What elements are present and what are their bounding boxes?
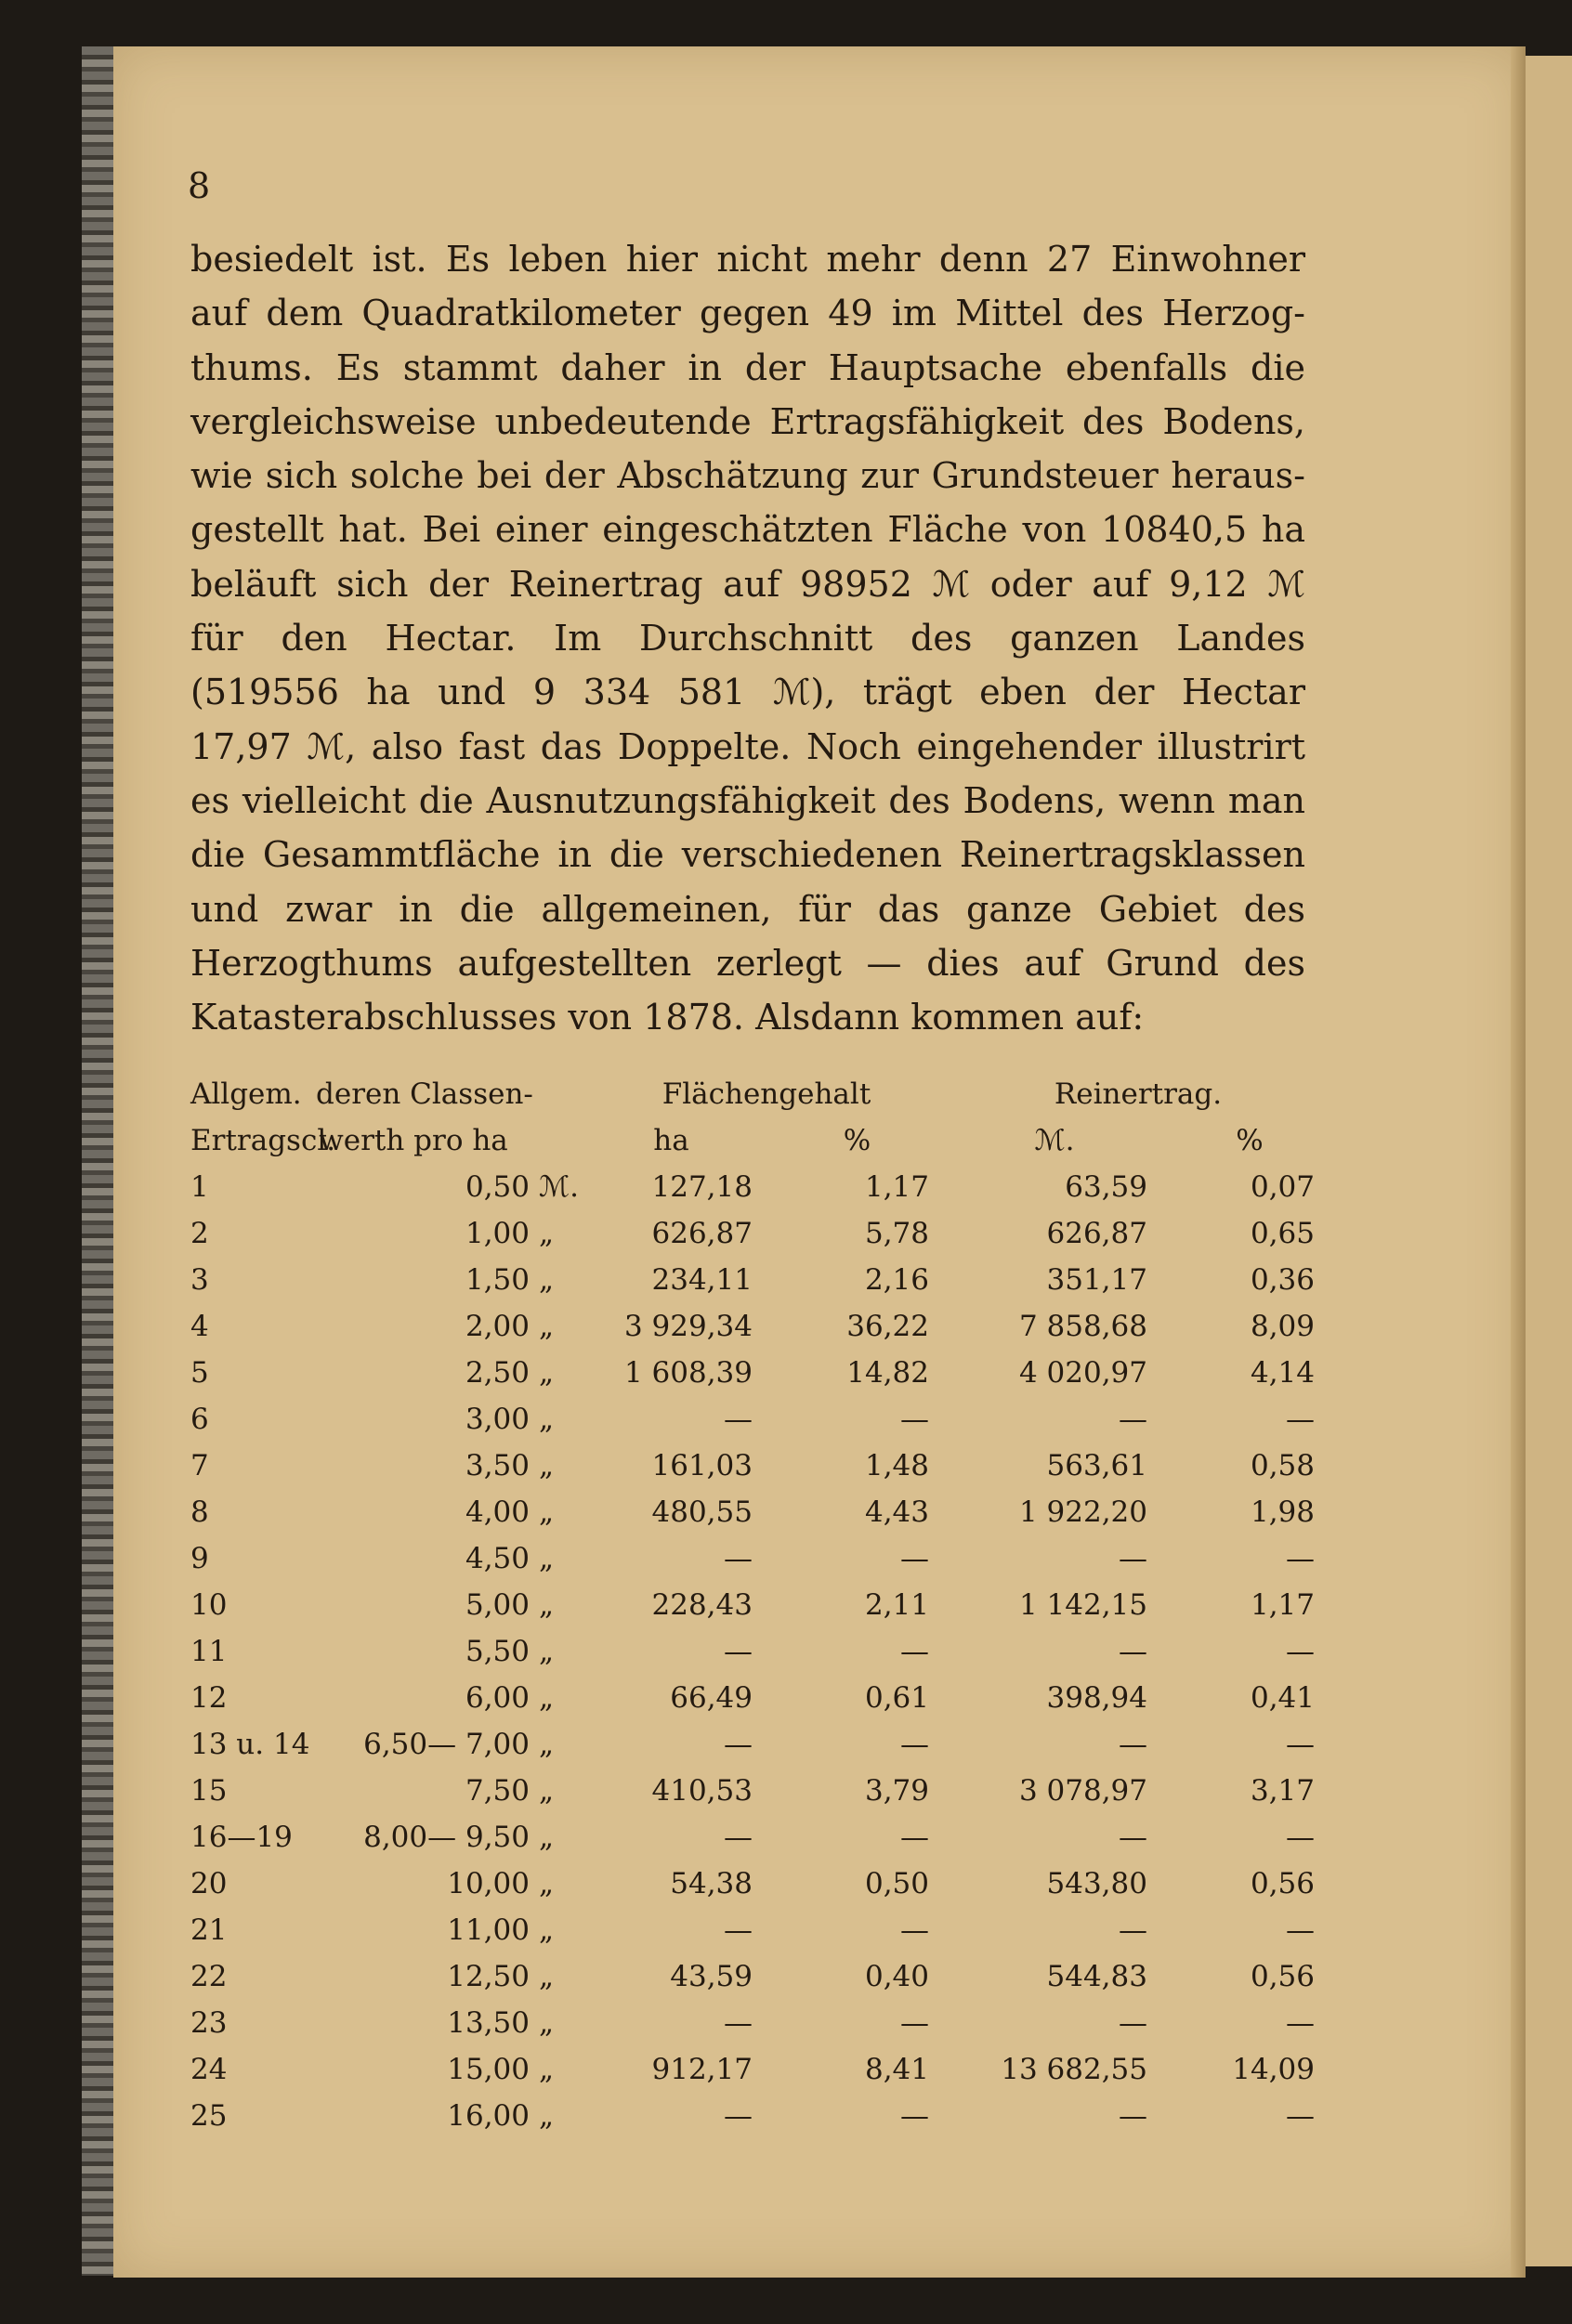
cell-ha: 43,59 [670, 1960, 753, 1993]
cell-ha: 626,87 [651, 1217, 753, 1250]
cell-ha: — [724, 2099, 753, 2133]
cell-pct2: — [1286, 1542, 1315, 1575]
cell-pct1: — [900, 1913, 929, 1947]
header-wert: deren Classen- [316, 1077, 533, 1111]
cell-pct2: 0,36 [1250, 1263, 1315, 1297]
cell-klasse: 20 [190, 1867, 228, 1900]
cell-ha: 228,43 [651, 1588, 753, 1622]
table-row [190, 1588, 1319, 1635]
cell-pct1: 4,43 [864, 1495, 929, 1529]
cell-pct2: — [1286, 1635, 1315, 1668]
cell-pct1: 5,78 [864, 1217, 929, 1250]
cell-unit: „ [539, 1913, 555, 1947]
table-row [190, 2053, 1319, 2099]
cell-klasse: 23 [190, 2006, 228, 2040]
cell-ha: — [724, 1635, 753, 1668]
table-row [190, 2006, 1319, 2053]
header-klasse: Allgem. [190, 1077, 302, 1111]
table-row [190, 1913, 1319, 1960]
cell-klasse: 6 [190, 1403, 209, 1436]
cell-rm: 398,94 [1046, 1681, 1147, 1715]
text-line: 17,97 ℳ, also fast das Doppelte. Noch eingehender illustrirt [190, 725, 1305, 767]
cell-pct1: 2,11 [864, 1588, 929, 1622]
cell-wert: 1,50 [465, 1263, 530, 1297]
cell-rm: 543,80 [1046, 1867, 1147, 1900]
cell-unit: „ [539, 1263, 555, 1297]
cell-klasse: 21 [190, 1913, 228, 1947]
cell-pct2: 4,14 [1250, 1356, 1315, 1390]
cell-wert: 4,50 [465, 1542, 530, 1575]
header-pct2: % [1236, 1124, 1264, 1157]
cell-klasse: 16—19 [190, 1821, 293, 1854]
cell-ha: 410,53 [651, 1774, 753, 1808]
cell-wert: 15,00 [447, 2053, 530, 2086]
table-row [190, 1542, 1319, 1588]
cell-klasse: 5 [190, 1356, 209, 1390]
cell-pct1: 0,50 [864, 1867, 929, 1900]
table-row [190, 1310, 1319, 1356]
cell-ha: 480,55 [651, 1495, 753, 1529]
cell-ha: 1 608,39 [623, 1356, 753, 1390]
cell-unit: „ [539, 1356, 555, 1390]
cell-unit: „ [539, 1728, 555, 1761]
cell-pct2: — [1286, 2006, 1315, 2040]
cell-unit: „ [539, 1588, 555, 1622]
cell-ha: — [724, 1403, 753, 1436]
cell-wert: 6,50— 7,00 [363, 1728, 530, 1761]
text-line: Herzogthums aufgestellten zerlegt — dies auf Grund des [190, 942, 1305, 984]
cell-ha: — [724, 1821, 753, 1854]
cell-ha: — [724, 1913, 753, 1947]
cell-pct2: 14,09 [1232, 2053, 1315, 2086]
text-line: auf dem Quadratkilometer gegen 49 im Mittel des Herzog- [190, 293, 1305, 334]
cell-ha: 127,18 [651, 1170, 753, 1204]
cell-pct1: — [900, 1542, 929, 1575]
cell-klasse: 22 [190, 1960, 228, 1993]
cell-pct2: — [1286, 1403, 1315, 1436]
cell-ha: — [724, 1728, 753, 1761]
cell-klasse: 4 [190, 1310, 209, 1343]
cell-unit: „ [539, 2099, 555, 2133]
header-ertrag: Reinertrag. [1054, 1077, 1223, 1111]
cell-ha: 3 929,34 [623, 1310, 753, 1343]
body-paragraph [190, 232, 1305, 1044]
cell-rm: — [1119, 1728, 1147, 1761]
cell-wert: 5,00 [465, 1588, 530, 1622]
table-row [190, 1960, 1319, 2006]
cell-klasse: 24 [190, 2053, 228, 2086]
text-line: die Gesammtfläche in die verschiedenen Reinertragsklassen [190, 834, 1305, 876]
cell-wert: 8,00— 9,50 [363, 1821, 530, 1854]
cell-rm: 544,83 [1046, 1960, 1147, 1993]
cell-rm: — [1119, 1821, 1147, 1854]
header-pct1: % [843, 1124, 871, 1157]
header-mark: ℳ. [1034, 1124, 1075, 1157]
cell-ha: 234,11 [651, 1263, 753, 1297]
cell-unit: „ [539, 2006, 555, 2040]
cell-ha: 54,38 [670, 1867, 753, 1900]
cell-unit: „ [539, 1449, 555, 1482]
table-row [190, 1263, 1319, 1310]
cell-klasse: 11 [190, 1635, 228, 1668]
cell-wert: 3,50 [465, 1449, 530, 1482]
cell-klasse: 2 [190, 1217, 209, 1250]
cell-ha: — [724, 2006, 753, 2040]
cell-pct2: 1,98 [1250, 1495, 1315, 1529]
next-page-edge [1526, 56, 1572, 2266]
cell-pct2: 0,56 [1250, 1960, 1315, 1993]
cell-rm: — [1119, 2099, 1147, 2133]
cell-rm: — [1119, 1403, 1147, 1436]
cell-rm: 4 020,97 [1018, 1356, 1147, 1390]
table-row [190, 1681, 1319, 1728]
cell-klasse: 10 [190, 1588, 228, 1622]
table-row [190, 1356, 1319, 1403]
cell-pct1: 2,16 [864, 1263, 929, 1297]
cell-pct2: 8,09 [1250, 1310, 1315, 1343]
cell-wert: 0,50 [465, 1170, 530, 1204]
header-flaeche: Flächengehalt [662, 1077, 871, 1111]
cell-wert: 3,00 [465, 1403, 530, 1436]
header-ha: ha [653, 1124, 689, 1157]
cell-rm: 7 858,68 [1018, 1310, 1147, 1343]
cell-wert: 13,50 [447, 2006, 530, 2040]
cell-klasse: 12 [190, 1681, 228, 1715]
text-line: vergleichsweise unbedeutende Ertragsfähigkeit des Bodens, [190, 400, 1305, 442]
cell-unit: „ [539, 1542, 555, 1575]
text-line: besiedelt ist. Es leben hier nicht mehr denn 27 Einwohner [190, 239, 1305, 280]
cell-klasse: 8 [190, 1495, 209, 1529]
text-line: und zwar in die allgemeinen, für das ganze Gebiet des [190, 888, 1305, 930]
ertragsklassen-table [190, 1077, 1319, 2146]
cell-rm: — [1119, 1542, 1147, 1575]
text-line: beläuft sich der Reinertrag auf 98952 ℳ oder auf 9,12 ℳ [190, 563, 1305, 605]
cell-pct1: 8,41 [864, 2053, 929, 2086]
cell-pct2: 3,17 [1250, 1774, 1315, 1808]
cell-pct2: — [1286, 1821, 1315, 1854]
table-row [190, 1217, 1319, 1263]
cell-pct2: 0,07 [1250, 1170, 1315, 1204]
cell-pct1: 0,40 [864, 1960, 929, 1993]
cell-ha: — [724, 1542, 753, 1575]
cell-pct2: 0,65 [1250, 1217, 1315, 1250]
cell-rm: 1 142,15 [1018, 1588, 1147, 1622]
cell-wert: 2,00 [465, 1310, 530, 1343]
header-wert-sub: werth pro ha [319, 1124, 508, 1157]
cell-wert: 6,00 [465, 1681, 530, 1715]
cell-pct2: 1,17 [1250, 1588, 1315, 1622]
cell-pct1: 1,48 [864, 1449, 929, 1482]
cell-wert: 16,00 [447, 2099, 530, 2133]
cell-pct1: 14,82 [846, 1356, 929, 1390]
cell-klasse: 9 [190, 1542, 209, 1575]
table-row [190, 1403, 1319, 1449]
table-row [190, 1635, 1319, 1681]
cell-unit: ℳ. [539, 1170, 580, 1204]
table-row [190, 1774, 1319, 1821]
book-spine [82, 46, 113, 2276]
table-row [190, 2099, 1319, 2146]
cell-pct1: 36,22 [846, 1310, 929, 1343]
cell-unit: „ [539, 1310, 555, 1343]
cell-rm: 351,17 [1046, 1263, 1147, 1297]
cell-unit: „ [539, 1217, 555, 1250]
table-row [190, 1449, 1319, 1495]
cell-rm: 626,87 [1046, 1217, 1147, 1250]
cell-pct1: 1,17 [864, 1170, 929, 1204]
cell-pct1: — [900, 1635, 929, 1668]
cell-pct2: 0,58 [1250, 1449, 1315, 1482]
cell-unit: „ [539, 1495, 555, 1529]
cell-wert: 7,50 [465, 1774, 530, 1808]
table-body [190, 1170, 1319, 2146]
cell-pct2: — [1286, 1728, 1315, 1761]
cell-wert: 2,50 [465, 1356, 530, 1390]
cell-wert: 11,00 [447, 1913, 530, 1947]
cell-klasse: 1 [190, 1170, 209, 1204]
cell-wert: 4,00 [465, 1495, 530, 1529]
cell-unit: „ [539, 1867, 555, 1900]
cell-ha: 912,17 [651, 2053, 753, 2086]
cell-pct2: 0,56 [1250, 1867, 1315, 1900]
header-klasse-sub: Ertragscl. [190, 1124, 336, 1157]
cell-pct2: 0,41 [1250, 1681, 1315, 1715]
table-subheader-row [190, 1124, 1319, 1170]
cell-ha: 66,49 [670, 1681, 753, 1715]
cell-rm: 13 682,55 [1001, 2053, 1147, 2086]
cell-unit: „ [539, 1821, 555, 1854]
text-line: für den Hectar. Im Durchschnitt des ganzen Landes [190, 618, 1305, 659]
cell-rm: 563,61 [1046, 1449, 1147, 1482]
text-line: wie sich solche bei der Abschätzung zur Grundsteuer heraus- [190, 455, 1305, 497]
cell-wert: 12,50 [447, 1960, 530, 1993]
text-line: (519556 ha und 9 334 581 ℳ), trägt eben der Hectar [190, 672, 1305, 713]
cell-rm: — [1119, 1635, 1147, 1668]
cell-unit: „ [539, 1774, 555, 1808]
cell-pct1: 3,79 [864, 1774, 929, 1808]
cell-wert: 5,50 [465, 1635, 530, 1668]
cell-unit: „ [539, 1960, 555, 1993]
table-header-row [190, 1077, 1319, 1124]
cell-klasse: 15 [190, 1774, 228, 1808]
cell-rm: 1 922,20 [1018, 1495, 1147, 1529]
cell-rm: — [1119, 2006, 1147, 2040]
cell-pct1: 0,61 [864, 1681, 929, 1715]
cell-ha: 161,03 [651, 1449, 753, 1482]
cell-pct1: — [900, 2099, 929, 2133]
cell-pct1: — [900, 1403, 929, 1436]
text-line: Katasterabschlusses von 1878. Alsdann kommen auf: [190, 997, 1145, 1038]
page-number: 8 [188, 165, 211, 206]
cell-unit: „ [539, 1635, 555, 1668]
cell-klasse: 25 [190, 2099, 228, 2133]
cell-rm: — [1119, 1913, 1147, 1947]
cell-pct1: — [900, 1728, 929, 1761]
table-row [190, 1867, 1319, 1913]
cell-pct2: — [1286, 1913, 1315, 1947]
cell-klasse: 7 [190, 1449, 209, 1482]
cell-unit: „ [539, 1681, 555, 1715]
table-row [190, 1728, 1319, 1774]
cell-klasse: 3 [190, 1263, 209, 1297]
table-row [190, 1821, 1319, 1867]
table-row [190, 1495, 1319, 1542]
text-line: es vielleicht die Ausnutzungsfähigkeit des Bodens, wenn man [190, 779, 1305, 821]
cell-rm: 3 078,97 [1018, 1774, 1147, 1808]
table-row [190, 1170, 1319, 1217]
cell-unit: „ [539, 1403, 555, 1436]
cell-klasse: 13 u. 14 [190, 1728, 310, 1761]
text-line: gestellt hat. Bei einer eingeschätzten Fläche von 10840,5 ha [190, 509, 1305, 551]
cell-wert: 10,00 [447, 1867, 530, 1900]
cell-pct2: — [1286, 2099, 1315, 2133]
cell-rm: 63,59 [1065, 1170, 1147, 1204]
cell-wert: 1,00 [465, 1217, 530, 1250]
cell-unit: „ [539, 2053, 555, 2086]
cell-pct1: — [900, 2006, 929, 2040]
cell-pct1: — [900, 1821, 929, 1854]
text-line: thums. Es stammt daher in der Hauptsache ebenfalls die [190, 346, 1305, 388]
